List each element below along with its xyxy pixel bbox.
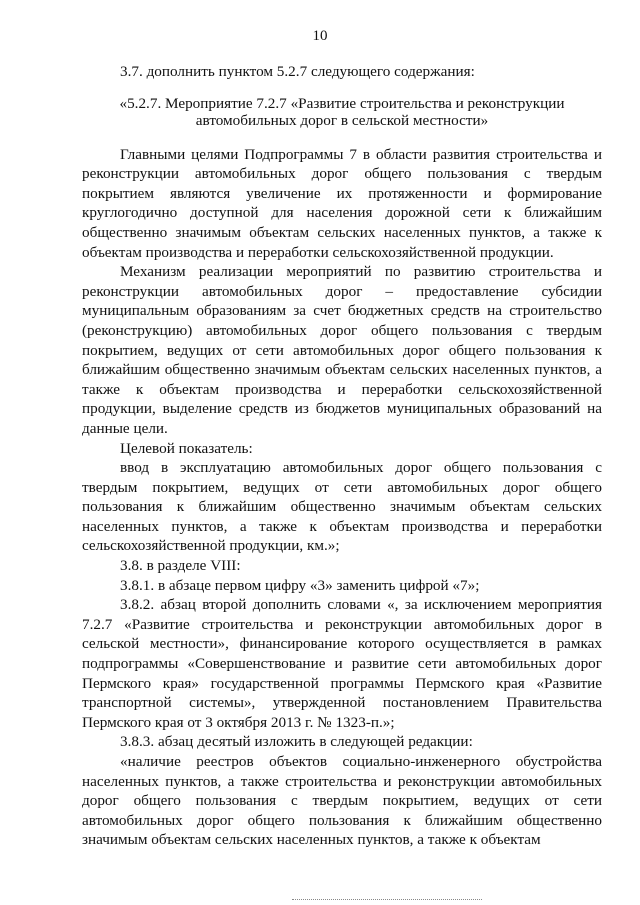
item-3-8: 3.8. в разделе VIII: xyxy=(120,557,241,575)
scan-artifact-line xyxy=(292,899,482,900)
paragraph-target-indicator: ввод в эксплуатацию автомобильных дорог общего пользования с твердым покрытием, ведущих от сети автомобильных дорог общего пользования к ближайшим общественно значимым объектам сельских населенных пунктов, а также к объектам производства и переработки сельскохозяйственной продукции, км.»; xyxy=(82,459,602,555)
paragraph-goals: Главными целями Подпрограммы 7 в области развития строительства и реконструкции автомобильных дорог общего пользования с твердым покрытием являются увеличение их протяженности и формирование круглогодично доступной для населения дорожной сети к ближайшим общественно значимым объектам сельских населенных пунктов, а также к объектам производства и переработки сельскохозяйственной продукции. xyxy=(82,145,602,261)
page-number: 10 xyxy=(312,28,328,44)
item-3-7: 3.7. дополнить пунктом 5.2.7 следующего содержания: xyxy=(120,63,475,80)
section-title-5-2-7: «5.2.7. Мероприятие 7.2.7 «Развитие строительства и реконструкции автомобильных дорог в сельской местности» xyxy=(119,94,565,129)
paragraph-target-label: Целевой показатель: xyxy=(120,439,253,457)
paragraph-quoted-text: «наличие реестров объектов социально-инженерного обустройства населенных пунктов, а также строительства и реконструкции автомобильных дорог общего пользования с твердым покрытием, ведущих от сети автомобильных дорог общего пользования к ближайшим общественно значимым объектам сельских населенных пунктов, а также к объектам xyxy=(82,753,602,849)
paragraph-mechanism: Механизм реализации мероприятий по развитию строительства и реконструкции автомобильных дорог – предоставление субсидии муниципальным образованиям за счет бюджетных средств на строительство (реконструкцию) автомобильных дорог общего пользования с твердым покрытием, ведущих от сети автомобильных дорог общего пользования к ближайшим общественно значимым объектам сельских населенных пунктов, а также к объектам производства и переработки сельскохозяйственной продукции, выделение средств из бюджетов муниципальных образований на данные цели. xyxy=(82,263,602,437)
item-3-8-1: 3.8.1. в абзаце первом цифру «3» заменить цифрой «7»; xyxy=(120,576,480,594)
document-body xyxy=(82,62,602,850)
item-3-8-2: 3.8.2. абзац второй дополнить словами «, за исключением мероприятия 7.2.7 «Развитие строительства и реконструкции автомобильных дорог в сельской местности», финансирование которого осуществляется в рамках подпрограммы «Совершенствование и развитие сети автомобильных дорог Пермского края» государственной программы Пермского края «Развитие транспортной системы», утвержденной постановлением Правительства Пермского края от 3 октября 2013 г. № 1323-п.»; xyxy=(82,596,602,731)
item-3-8-3: 3.8.3. абзац десятый изложить в следующей редакции: xyxy=(120,733,473,751)
